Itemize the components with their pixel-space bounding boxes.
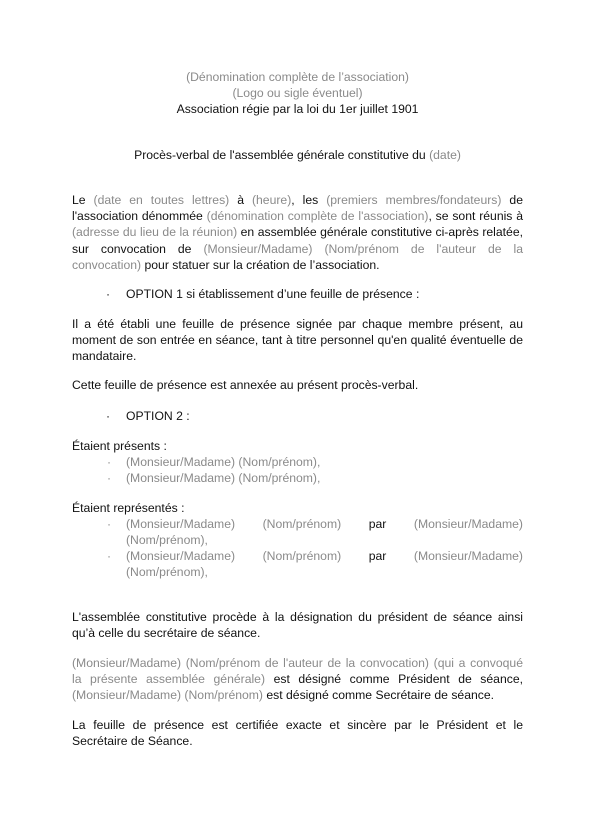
option1-paragraph: Il a été établi une feuille de présence signée par chaque membre présent, au moment de son entrée en séance, tant à titre personnel qu'en qualité éventuelle de mandataire. [72, 317, 523, 364]
present-member-placeholder: (Monsieur/Madame) (Nom/prénom), [126, 455, 321, 469]
date-words-placeholder: (date en toutes lettres) [93, 193, 230, 207]
represented-by-label: par [368, 549, 387, 563]
bullet-icon: · [107, 549, 112, 563]
title-text: Procès-verbal de l'assemblée générale constitutive du [134, 148, 430, 162]
bullet-icon: · [106, 287, 111, 301]
logo-placeholder: (Logo ou sigle éventuel) [232, 86, 363, 100]
proxy-civility: (Monsieur/Madame) [413, 517, 523, 531]
intro-text: à [229, 193, 252, 207]
list-item [107, 548, 523, 580]
president-text: est désigné comme Président de séance, [265, 672, 523, 687]
list-item [107, 454, 523, 470]
time-placeholder: (heure) [251, 193, 292, 207]
bullet-icon: · [107, 471, 112, 485]
represented-by-label: par [368, 517, 387, 531]
option2-heading [106, 408, 190, 424]
list-item [107, 470, 523, 486]
represented-row [126, 548, 523, 564]
proxy-civility: (Monsieur/Madame) [413, 549, 523, 563]
document-title [0, 147, 595, 163]
association-name-placeholder: (Dénomination complète de l’association) [186, 70, 409, 84]
title-date-placeholder: (date) [429, 148, 461, 162]
closing-paragraph: La feuille de présence est certifiée exacte et sincère par le Président et le Secrétaire de Séance. [72, 718, 523, 749]
bullet-icon: · [107, 455, 112, 469]
presents-heading: Étaient présents : [72, 439, 167, 453]
association-name-inline-placeholder: (dénomination complète de l'association) [206, 209, 429, 224]
bullet-icon: · [107, 517, 112, 531]
designation-paragraph: L'assemblée constitutive procède à la désignation du président de séance ainsi qu’à celle du secrétaire de séance. [72, 610, 523, 641]
represented-civility: (Monsieur/Madame) [126, 549, 236, 563]
proxy-name: (Nom/prénom), [126, 565, 208, 580]
president-placeholder: (Monsieur/Madame) (Nom/prénom de l'auteur de la convocation) (qui a convoqué la présente assemblée générale) [72, 656, 523, 687]
intro-paragraph [72, 192, 523, 273]
president-secretary-paragraph [72, 655, 523, 704]
attendance-annex-paragraph: Cette feuille de présence est annexée au présent procès-verbal. [72, 378, 419, 392]
secretary-placeholder: (Monsieur/Madame) (Nom/prénom) [72, 688, 263, 703]
intro-text: , se sont réunis à [428, 209, 523, 224]
option1-label: OPTION 1 si établissement d’une feuille de présence : [126, 287, 420, 301]
option1-heading [106, 286, 419, 302]
intro-text: Le [72, 193, 94, 207]
secretary-text: est désigné comme Secrétaire de séance. [263, 688, 495, 703]
represented-name: (Nom/prénom) [262, 517, 342, 531]
intro-text: en assemblée générale constitutive ci-après relatée, sur convocation de [72, 225, 523, 256]
convener-placeholder: (Monsieur/Madame) (Nom/prénom de l'auteur de la convocation) [72, 241, 523, 272]
address-placeholder: (adresse du lieu de la réunion) [72, 225, 238, 240]
list-item [107, 516, 523, 548]
present-member-placeholder: (Monsieur/Madame) (Nom/prénom), [126, 471, 321, 485]
represented-civility: (Monsieur/Madame) [126, 517, 236, 531]
proxy-name: (Nom/prénom), [126, 533, 208, 548]
association-law-line: Association régie par la loi du 1er juillet 1901 [176, 102, 419, 116]
intro-text: pour statuer sur la création de l’association. [141, 257, 380, 272]
intro-text: , les [291, 193, 327, 207]
members-placeholder: (premiers membres/fondateurs) [326, 193, 502, 207]
option2-label: OPTION 2 : [126, 409, 190, 423]
represented-name: (Nom/prénom) [262, 549, 342, 563]
represented-row [126, 516, 523, 532]
intro-text: de l'association dénommée [72, 193, 523, 224]
represented-heading: Étaient représentés : [72, 501, 185, 515]
bullet-icon: · [106, 409, 111, 423]
